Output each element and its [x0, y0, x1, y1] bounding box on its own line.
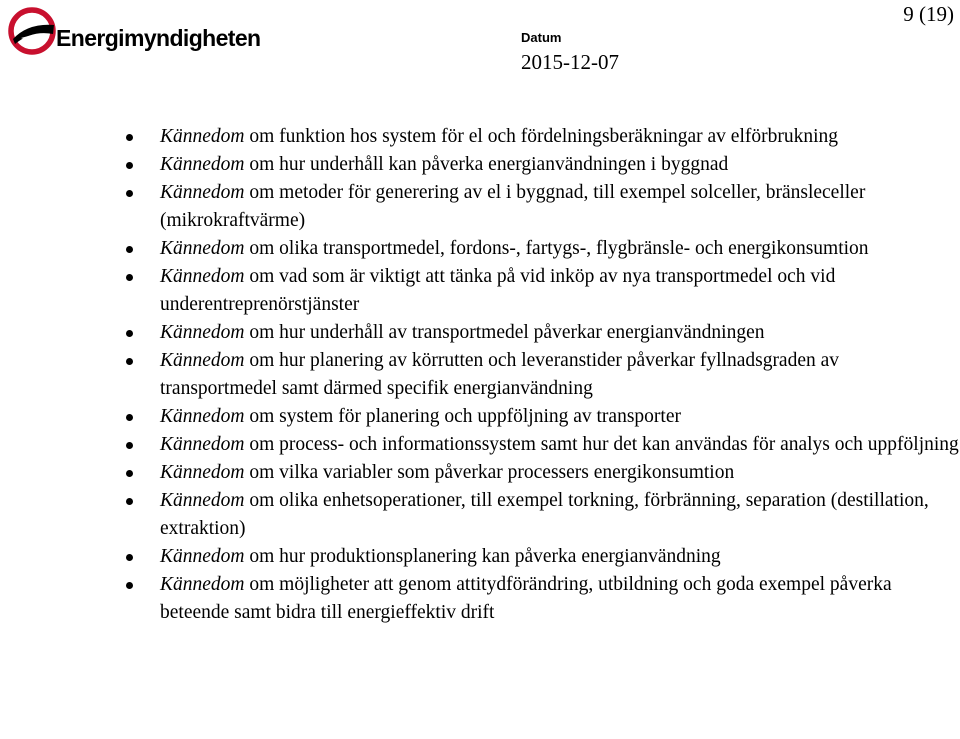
bullet-item [0, 179, 960, 235]
bullet-lead: Kännedom [160, 574, 245, 595]
bullet-list [0, 123, 960, 627]
energimyndigheten-logo-icon [6, 4, 60, 58]
bullet-text: om hur underhåll av transportmedel påverkar energianvändningen [249, 322, 765, 343]
bullet-dot-icon [126, 274, 133, 281]
date-value: 2015-12-07 [521, 50, 619, 74]
bullet-text: om olika transportmedel, fordons-, fartygs-, flygbränsle- och energikonsumtion [249, 238, 869, 259]
logo [6, 4, 261, 58]
bullet-text: om hur underhåll kan påverka energianvändningen i byggnad [249, 154, 729, 175]
bullet-dot-icon [126, 190, 133, 197]
bullet-lead: Kännedom [160, 126, 245, 147]
bullet-text: om metoder för generering av el i byggnad, till exempel solceller, bränsleceller (mikrokraftvärme) [160, 182, 866, 231]
bullet-item [0, 123, 960, 151]
bullet-text: om hur produktionsplanering kan påverka energianvändning [249, 546, 721, 567]
logo-text: Energimyndigheten [56, 24, 261, 51]
bullet-text: om process- och informationssystem samt hur det kan användas för analys och uppföljning [249, 434, 959, 455]
bullet-dot-icon [126, 134, 133, 141]
bullet-text: om vilka variabler som påverkar processers energikonsumtion [249, 462, 735, 483]
bullet-dot-icon [126, 414, 133, 421]
bullet-lead: Kännedom [160, 350, 245, 371]
bullet-lead: Kännedom [160, 546, 245, 567]
bullet-text: om olika enhetsoperationer, till exempel torkning, förbränning, separation (destillation, extraktion) [160, 490, 929, 539]
bullet-lead: Kännedom [160, 154, 245, 175]
bullet-dot-icon [126, 498, 133, 505]
bullet-lead: Kännedom [160, 434, 245, 455]
bullet-lead: Kännedom [160, 182, 245, 203]
bullet-item [0, 431, 960, 459]
bullet-item [0, 487, 960, 543]
bullet-text: om vad som är viktigt att tänka på vid inköp av nya transportmedel och vid underentreprenörstjänster [160, 266, 836, 315]
bullet-dot-icon [126, 470, 133, 477]
bullet-item [0, 543, 960, 571]
bullet-text: om system för planering och uppföljning av transporter [249, 406, 681, 427]
bullet-text: om funktion hos system för el och fördelningsberäkningar av elförbrukning [249, 126, 839, 147]
bullet-item [0, 459, 960, 487]
bullet-lead: Kännedom [160, 406, 245, 427]
bullet-lead: Kännedom [160, 238, 245, 259]
bullet-lead: Kännedom [160, 322, 245, 343]
bullet-dot-icon [126, 246, 133, 253]
bullet-item [0, 403, 960, 431]
bullet-dot-icon [126, 162, 133, 169]
bullet-lead: Kännedom [160, 266, 245, 287]
date-label: Datum [521, 30, 562, 45]
bullet-item [0, 571, 960, 627]
bullet-dot-icon [126, 442, 133, 449]
bullet-lead: Kännedom [160, 490, 245, 511]
bullet-item [0, 235, 960, 263]
bullet-dot-icon [126, 358, 133, 365]
bullet-dot-icon [126, 582, 133, 589]
bullet-item [0, 319, 960, 347]
bullet-dot-icon [126, 330, 133, 337]
bullet-item [0, 347, 960, 403]
bullet-text: om möjligheter att genom attitydförändring, utbildning och goda exempel påverka beteende samt bidra till energieffektiv drift [160, 574, 892, 623]
date-block [521, 30, 619, 74]
bullet-item [0, 263, 960, 319]
bullet-dot-icon [126, 554, 133, 561]
bullet-text: om hur planering av körrutten och leveranstider påverkar fyllnadsgraden av transportmedel samt därmed specifik energianvändning [160, 350, 840, 399]
bullet-lead: Kännedom [160, 462, 245, 483]
bullet-item [0, 151, 960, 179]
page-number: 9 (19) [903, 2, 954, 26]
